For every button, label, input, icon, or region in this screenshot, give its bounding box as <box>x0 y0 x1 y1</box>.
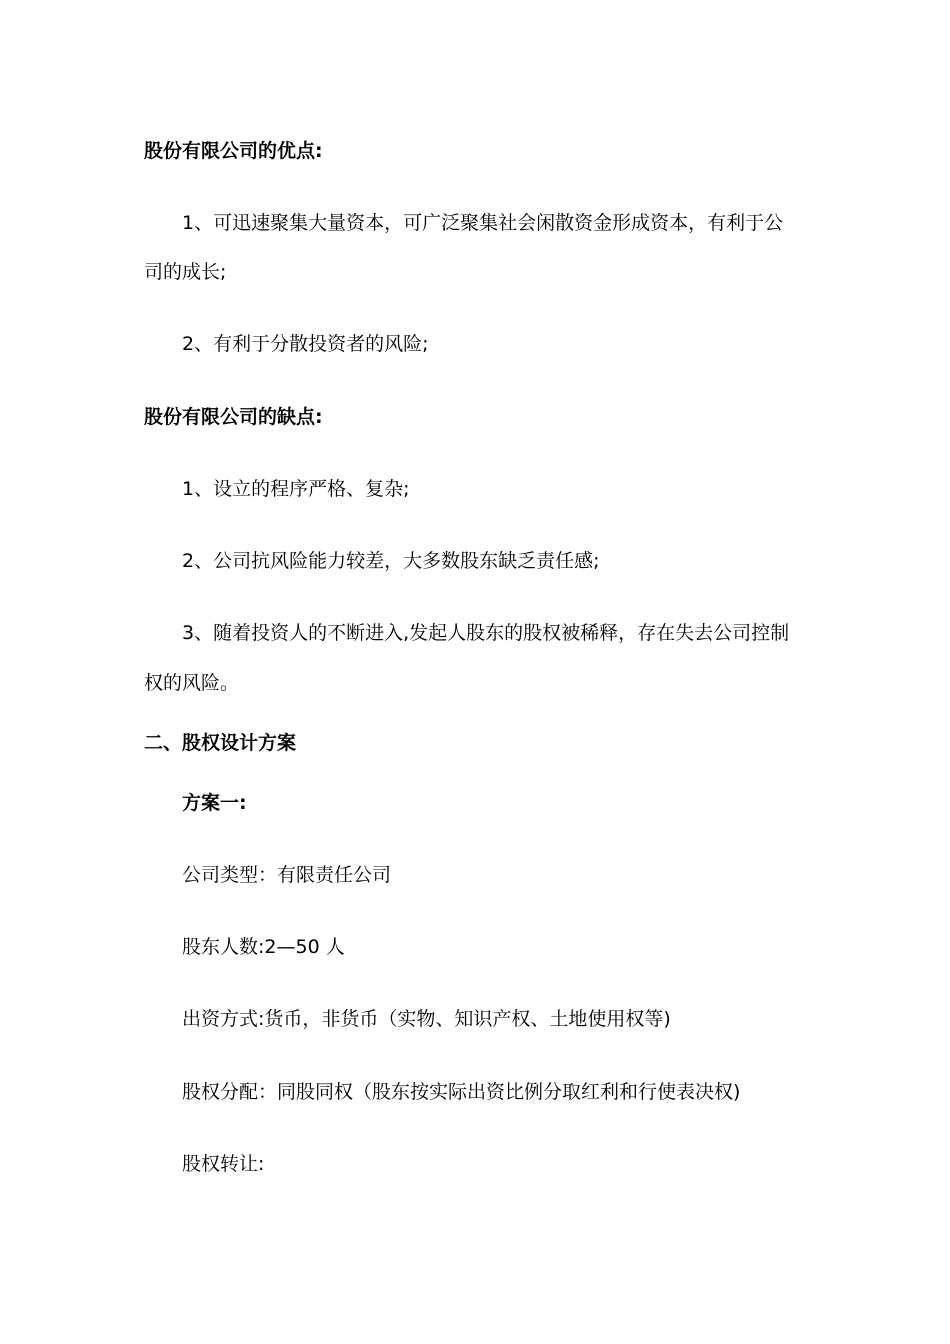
disadvantage-item-1: 1、设立的程序严格、复杂; <box>182 478 410 500</box>
plan-item-company-type: 公司类型：有限责任公司 <box>182 864 392 886</box>
section-heading: 二、股权设计方案 <box>144 732 297 754</box>
plan-heading: 方案一: <box>182 792 247 814</box>
disadvantages-heading: 股份有限公司的缺点: <box>144 406 323 428</box>
plan-item-equity-transfer: 股权转让: <box>182 1153 265 1175</box>
advantages-heading: 股份有限公司的优点: <box>144 140 323 162</box>
advantage-item-1-line1: 1、可迅速聚集大量资本，可广泛聚集社会闲散资金形成资本，有利于公 <box>182 212 784 234</box>
disadvantage-item-3-line1: 3、随着投资人的不断进入,发起人股东的股权被稀释，存在失去公司控制 <box>182 622 790 644</box>
advantage-item-2: 2、有利于分散投资者的风险; <box>182 333 429 355</box>
disadvantage-item-2: 2、公司抗风险能力较差，大多数股东缺乏责任感; <box>182 550 600 572</box>
disadvantage-item-3-line2: 权的风险。 <box>144 672 240 694</box>
advantage-item-1-line2: 司的成长; <box>144 261 227 283</box>
plan-item-shareholder-count: 股东人数:2—50 人 <box>182 936 345 958</box>
plan-item-equity-distribution: 股权分配：同股同权（股东按实际出资比例分取红利和行使表决权) <box>182 1081 741 1103</box>
plan-item-contribution-method: 出资方式:货币，非货币（实物、知识产权、土地使用权等) <box>182 1008 671 1030</box>
